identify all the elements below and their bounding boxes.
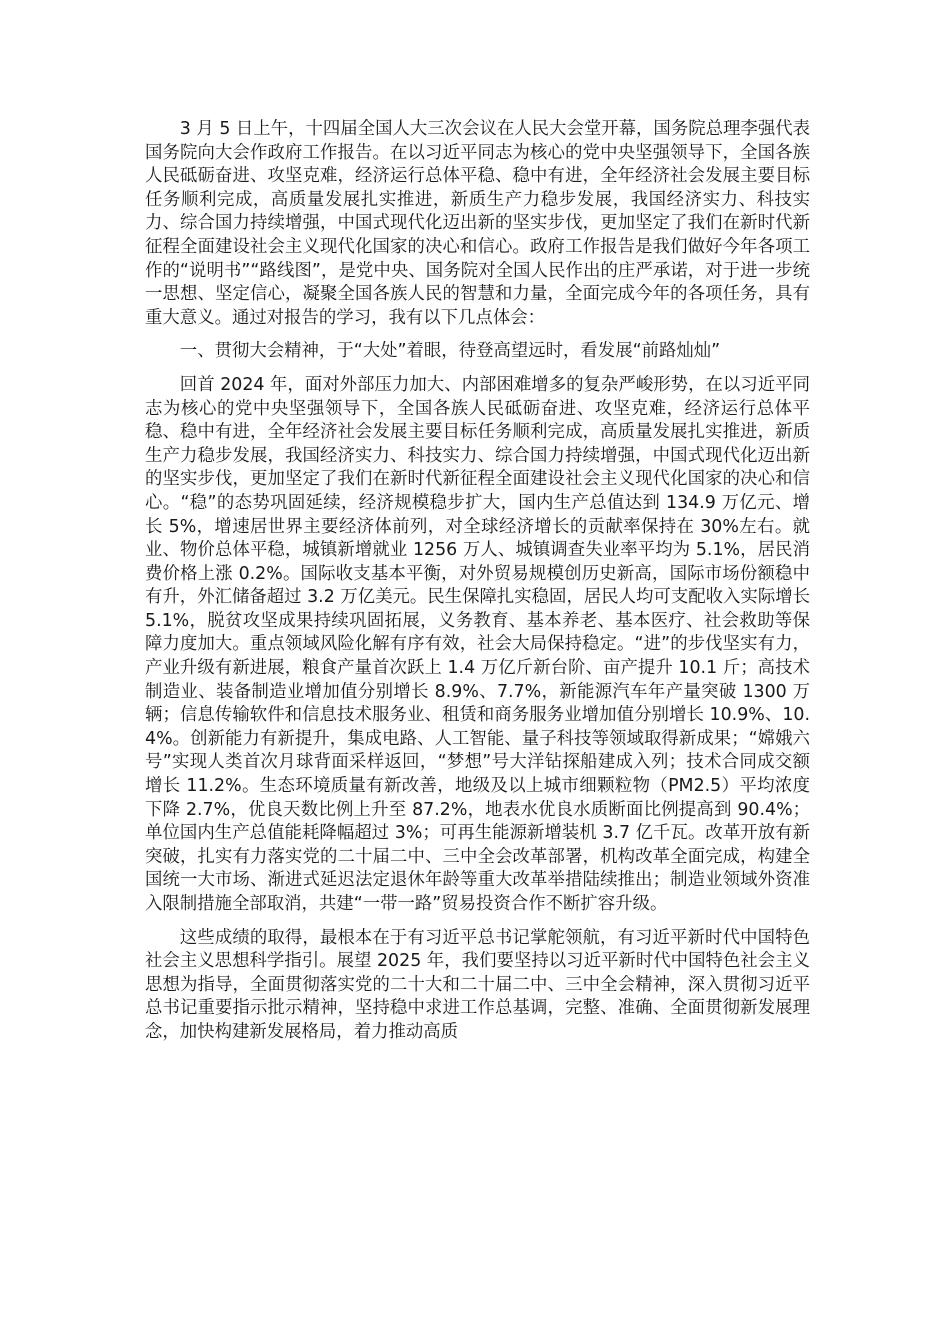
- intro-paragraph: 3 月 5 日上午，十四届全国人大三次会议在人民大会堂开幕，国务院总理李强代表国务院向大会作政府工作报告。在以习近平同志为核心的党中央坚强领导下，全国各族人民砥砺奋进、攻坚克难，经济运行总体平稳、稳中有进，全年经济社会发展主要目标任务顺利完成，高质量发展扎实推进，新质生产力稳步发展，我国经济实力、科技实力、综合国力持续增强，中国式现代化迈出新的坚实步伐，更加坚定了我们在新时代新征程全面建设社会主义现代化国家的决心和信心。政府工作报告是我们做好今年各项工作的“说明书”“路线图”，是党中央、国务院对全国人民作出的庄严承诺，对于进一步统一思想、坚定信心，凝聚全国各族人民的智慧和力量，全面完成今年的各项任务，具有重大意义。通过对报告的学习，我有以下几点体会：: [145, 119, 810, 328]
- document-body: [145, 118, 810, 1045]
- review-paragraph: 回首 2024 年，面对外部压力加大、内部困难增多的复杂严峻形势，在以习近平同志为核心的党中央坚强领导下，全国各族人民砥砺奋进、攻坚克难，经济运行总体平稳、稳中有进，全年经济社会发展主要目标任务顺利完成，高质量发展扎实推进，新质生产力稳步发展，我国经济实力、科技实力、综合国力持续增强，中国式现代化迈出新的坚实步伐，更加坚定了我们在新时代新征程全面建设社会主义现代化国家的决心和信心。“稳”的态势巩固延续，经济规模稳步扩大，国内生产总值达到 134.9 万亿元、增长 5%，增速居世界主要经济体前列，对全球经济增长的贡献率保持在 30%左右。就业、物价总体平稳，城镇新增就业 1256 万人、城镇调查失业率平均为 5.1%，居民消费价格上涨 0.2%。国际收支基本平衡，对外贸易规模创历史新高，国际市场份额稳中有升，外汇储备超过 3.2 万亿美元。民生保障扎实稳固，居民人均可支配收入实际增长 5.1%，脱贫攻坚成果持续巩固拓展，义务教育、基本养老、基本医疗、社会救助等保障力度加大。重点领域风险化解有序有效，社会大局保持稳定。“进”的步伐坚实有力，产业升级有新进展，粮食产量首次跃上 1.4 万亿斤新台阶、亩产提升 10.1 斤；高技术制造业、装备制造业增加值分别增长 8.9%、7.7%，新能源汽车年产量突破 1300 万辆；信息传输软件和信息技术服务业、租赁和商务服务业增加值分别增长 10.9%、10.4%。创新能力有新提升，集成电路、人工智能、量子科技等领域取得新成果；“嫦娥六号”实现人类首次月球背面采样返回，“梦想”号大洋钻探船建成入列；技术合同成交额增长 11.2%。生态环境质量有新改善，地级及以上城市细颗粒物（PM2.5）平均浓度下降 2.7%，优良天数比例上升至 87.2%，地表水优良水质断面比例提高到 90.4%；单位国内生产总值能耗降幅超过 3%；可再生能源新增装机 3.7 亿千瓦。改革开放有新突破，扎实有力落实党的二十届二中、三中全会改革部署，机构改革全面完成，构建全国统一大市场、渐进式延迟法定退休年龄等重大改革举措陆续推出；制造业领域外资准入限制措施全部取消，共建“一带一路”贸易投资合作不断扩容升级。: [145, 374, 810, 914]
- section-heading: 一、贯彻大会精神，于“大处”着眼，待登高望远时，看发展“前路灿灿”: [179, 341, 721, 362]
- outlook-paragraph: 这些成绩的取得，最根本在于有习近平总书记掌舵领航，有习近平新时代中国特色社会主义思想科学指引。展望 2025 年，我们要坚持以习近平新时代中国特色社会主义思想为指导，全面贯彻落实党的二十大和二十届二中、三中全会精神，深入贯彻习近平总书记重要指示批示精神，坚持稳中求进工作总基调，完整、准确、全面贯彻新发展理念，加快构建新发展格局，着力推动高质: [145, 927, 810, 1042]
